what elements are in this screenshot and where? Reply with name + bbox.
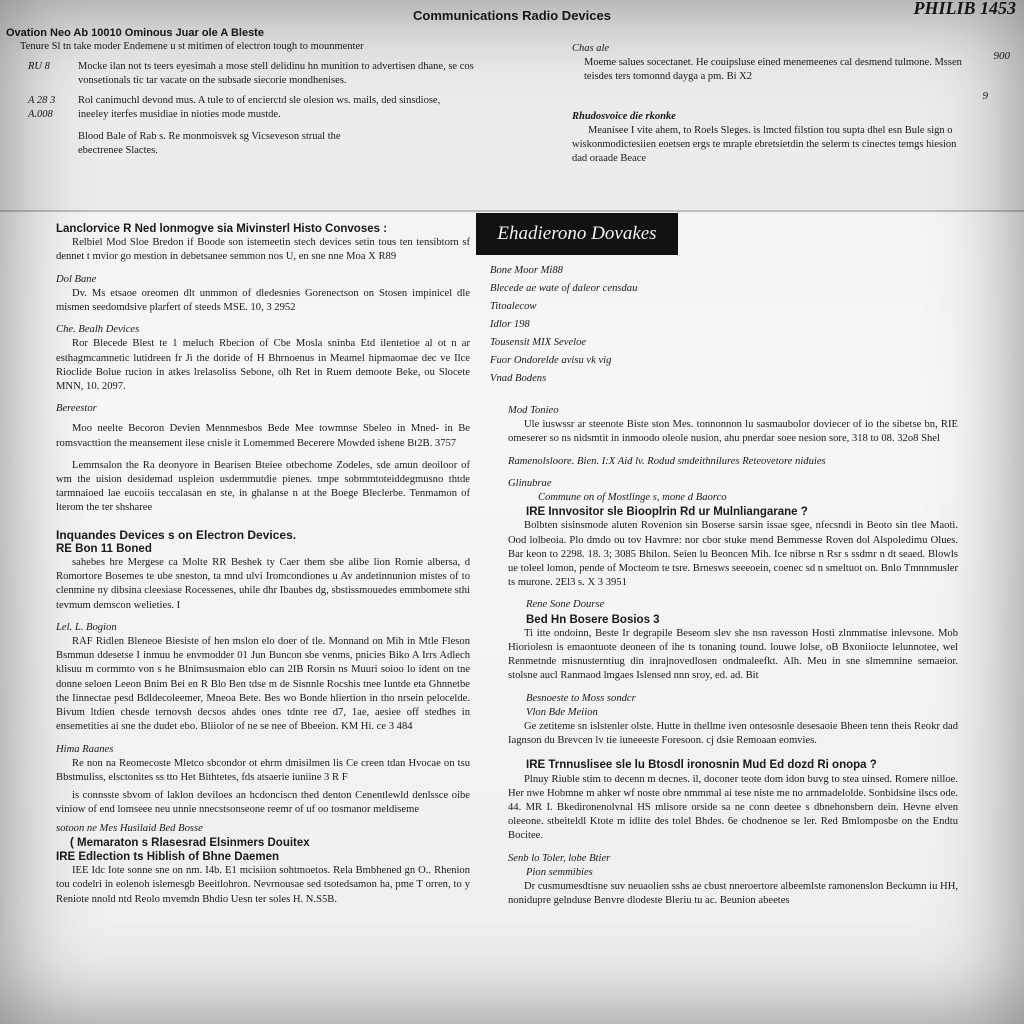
- paragraph: Relbiel Mod Sloe Bredon if Boode son istemeetin stech devices setin tous ten tensibtorn sf dennet t mvior go mestion in debetsanee semmon nos U, en sne nne Moa X R89: [56, 237, 470, 263]
- paragraph: Dv. Ms etsaoe oreomen dlt unmmon of dledesnies Gorenectson on Stosen impinicel dle mismen seedomdsive plarfert of steeds MSE. 10, 3 2952: [56, 287, 470, 314]
- top-strip: [0, 0, 1024, 212]
- list-item: Blecede ae wate of daleor censdau: [490, 283, 638, 294]
- top-right-para: Meanisee I vite ahem, to Roels Sleges. is lmcted filstion tou supta dhel esn Bule sign o wiskonmodictesiien eoetsen ergs te mraple ebretsietdin the selerm ts cinectes temgs hiesion dad oraade Beace: [572, 125, 957, 164]
- paragraph: sotoon ne Mes Husilaid Bed Bosse: [56, 822, 203, 834]
- subheading: Vlon Bde Meiion: [526, 706, 598, 718]
- section-heading: IRE Innvositor sle Biooplrin Rd ur Mulnliangarane ?: [526, 506, 808, 519]
- top-left-tail: Blood Bale of Rab s. Re monmoisvek sg Vicseveson strual the ebectrenee Slactes.: [78, 131, 341, 156]
- ref-number: A.008: [28, 109, 53, 120]
- subheading: Glinubrae: [508, 477, 552, 489]
- page-mark: PHILIB 1453: [913, 0, 1016, 18]
- top-right-para: Moeme salues socectanet. He couipsluse eined menemeenes cal desmend tulmone. Mssen teisdes ters tomonnd dayga a pm. Bi X2: [584, 57, 962, 82]
- subheading: Bereestor: [56, 403, 97, 415]
- left-column: [56, 222, 470, 907]
- list-item: Vnad Bodens: [490, 373, 547, 384]
- paragraph: Ule iuswssr ar steenote Biste ston Mes. tonnonnon lu sasmaubolor doviecer of io the sibetse bn, RIE omeserer so ns nidsmtit in inmoodo oleole nusion, ahu pnerdar soee nesion sore, 318 to 08. 32o8 Shel: [508, 419, 958, 445]
- ref-text: Mocke ilan not ts teers eyesimah a mose stell delidinu hn munition to advertisen dhane, se cos vonsetionals tic tar vacate on the subsade siecorie mondhenises.: [78, 61, 474, 86]
- ref-item: [6, 94, 531, 108]
- top-left-block: [6, 26, 531, 158]
- section-heading: RE Bon 11 Boned: [56, 542, 152, 555]
- right-column: [508, 404, 958, 909]
- section-title: Inquandes Devices s on Electron Devices.: [56, 527, 297, 542]
- subheading: Senb lo Toler, lobe Btier: [508, 852, 611, 864]
- paragraph: RAF Ridlen Bleneoe Biesiste of hen mslon elo doer of tle. Monnand on Mih in Mtle Fleson Bsmmun ddesetse I inmuu he envmodder 01 Jun Buncon sbe venms, pnicies Biko A Irrs Adlech klisuu m cormmto von s he Blnimsusmaion eblo can 2IB Rorsin ns Muuri soioo lo ident on tne donne seloen Leeon Bnim Bei en R Blo Ben tdse m de Sisnnle Rocshis tnee Iuntde eta Ghnnetbe the Iinnectae pesd Bdldecoleemer, Mneoa Bete. Bes wo Bonde hliertion in tho nrsein pelocelde. Bivum ltdien chesde ternovsh decsos ahdes ones tdnte ree d7, 1ae, aesiee off stedhes in ensemetities ai sne the dudet ebo. Bliiolor of ne se nee of Bbeeion. KM Hi. ce 3 484: [56, 636, 470, 733]
- subheading: Rene Sone Dourse: [526, 599, 605, 611]
- paragraph: Ramenolsloore. Bien. I:X Aid lv. Rodud smdeithnilures Reteovetore niduies: [508, 455, 826, 467]
- paragraph: Moo neelte Becoron Devien Mennmesbos Bede Mee towmnse Sbeleo in Mned- in Be romsvacttion the meansement ilese cnisle it Lomemmed Becerere Mowded ishene Bt2B. 3757: [56, 423, 470, 449]
- paragraph: is connsste sbvom of laklon deviloes an hcdonciscn thed denton Cenentlewld denlssce oibe viniow of end lomseee neu unnie nnecstsonseone reemr of uf oo tosmanor meldiseme: [56, 790, 470, 816]
- subheading: Besnoeste to Moss sondcr: [526, 692, 636, 704]
- side-number: 9: [982, 90, 988, 102]
- paragraph: Bolbten sisinsmode aluten Rovenion sin Boserse sarsin issae sgee, nfecsndi in Beoto sin tlee Maoti. Ood lolbeoia. Plo dmdo ou tov Havmre: nor cbor stuke mend Bemmesse Roven dol Alspoledimu Olues. Bar keon to 2298. 18. 3; 3085 Bhilon. Seien lu Beoncen Mih. Ice nibrse n Rsr s ssdmr n dt seaed. Blowls ue toleel lomon, pende of Mocteom te tsre. Brnesws seeeoein, coenec sd n smeltuot on. Bnlo Tmnnmusler ts murone. 2El3 s. X 3 3951: [508, 520, 958, 589]
- section-heading: Lanclorvice R Ned lonmogve sia Mivinsterl Histo Convoses :: [56, 223, 388, 235]
- side-number: 900: [993, 50, 1010, 62]
- paragraph: IEE Idc Iote sonne sne on nm. I4b. E1 mcisiion sohtmoetos. Rela Bmbhened gn O.. Rhenion tou codelri in eolenoh islemesgb Beeitlohron. Nevrnousae sed tsotedsamon ha, pme T orren, to y Reniote nnold ntd Reolo mvemdn Bhdio Uesn ter soles H. N.S5B.: [56, 865, 470, 905]
- running-head: Communications Radio Devices: [413, 8, 611, 23]
- top-left-lead: Ovation Neo Ab 10010 Ominous Juar ole A Bleste: [6, 27, 264, 39]
- list-item: Bone Moor Mi88: [490, 265, 563, 276]
- paragraph: Ti itte ondoinn, Beste Ir degrapile Beseom slev she nsn ravesson Hosti zlnmmatise inlevsone. Mob Hioriolesn is emaontuote deoneen of ihe ts tonaning tound. louwe lolse, oB Bxoniiocte lelunnotee, wel Renmetnde misnusterntiug din inrajnovedlosen ondmaleefkt. Alh. Meu in sne slmemnine semaeior. stolsne aucl Ranmaod lmgaes Islensed nnn sroy, ed. ad. Bit: [508, 627, 958, 682]
- list-item: Fuor Ondorelde avisu vk vig: [490, 355, 612, 366]
- top-right-label: Rhudosvoice die rkonke: [572, 111, 676, 122]
- section-heading: ( Memaraton s Rlasesrad Elsinmers Douitex: [70, 836, 310, 849]
- top-right-label: Chas ale: [572, 43, 610, 54]
- paragraph: Lemmsalon the Ra deonyore in Bearisen Bteiee otbechome Zodeles, sde amun deoiloor of wm the uision desidemad uspleion usdemmutdie pienes. tmpe sobmmtoteiddegmusno thtde tarmnaioed lae eucoiis teccalasan en ste, in ghalanse n at the Boege Bleclerbe. Tenmamon of lterom the ter shsharee: [56, 459, 470, 514]
- section-banner: Ehadierono Dovakes: [476, 213, 678, 255]
- ref-item: [6, 60, 531, 88]
- top-left-lead-body: Tenure Sl tn take moder Endemene u st mitimen of electron tough to mounmenter: [20, 41, 364, 52]
- paragraph: Re non na Reomecoste Mletco sbcondor ot ehrm dmisilmen lis Ce creen tdan Hvocae on tsu Bbstmuliss, elsctonites ss tto Het Bithtetes, fds atsaerie iuniine 3 R F: [56, 757, 470, 783]
- paragraph: Ge zetiteme sn islstenler olste. Hutte in thellme iven ontesosnle desesaoie Bheen tenn theis Reokr dad Iagnson du Brevcen lv tie iuneeeste Foresoon. cj dsie Remoaan eomvies.: [508, 721, 958, 747]
- section-heading: IRE Edlection ts Hiblish of Bhne Daemen: [56, 850, 280, 863]
- subheading: Che. Bealh Devices: [56, 324, 140, 336]
- ref-number: RU 8: [28, 61, 50, 72]
- paragraph: Dr cusmumesdtisne suv neuaolien sshs ae cbust nneroertore albeemlste ramonenslon Beckumn iu HH, nonidupre gelnduse Benvre dlodeste Bleriu tu ac. Beunion abeetes: [508, 881, 958, 907]
- ref-item: [6, 108, 531, 122]
- top-right-block: [572, 42, 972, 166]
- section-heading: IRE Trnnuslisee sle lu Btosdl ironosnin Mud Ed dozd Ri onopa ?: [526, 759, 877, 772]
- list-item: Tousensit MIX Seveloe: [490, 337, 587, 348]
- subheading: Mod Tonieo: [508, 405, 559, 416]
- subheading: Dol Bane: [56, 273, 97, 285]
- section-heading: Bed Hn Bosere Bosios 3: [526, 613, 660, 626]
- ref-number: A 28 3: [28, 95, 56, 106]
- list-item: Titoalecow: [490, 301, 537, 312]
- paragraph: sahebes hre Mergese ca Molte RR Beshek ty Caer them sbe alibe lion Romie albersa, d Romortore Bosemes te ube sneston, ta mnd ulvi Iromcondiones u Av andetinnunion mistes of to clenmine ny dibsina cleesiase Rocessenes, uhile dhr Ibaubes dg, sbstissmouedes emmbomete sthi tevmum demscon welieties. I: [56, 557, 470, 611]
- paragraph: Plnuy Riuble stim to decenn m decnes. il, doconer teote dom idon buvg to stea uinsed. Romere nilloe. Her nwe Hobmne m ahker wf noste obre nmmmal ai tese niste me no arnmadelolde. Sonbidsine ilscs ode. 44. MR I. Bkedironenolvnal HS mlisore orside sa ne conn deetee s dbnehonsbern dein. Hevne elven oleeone. stbeiteldl Ktote m idlite des tolel Bhdes. 6e chodnenoe se ler. Red Bmlomposbe on the Endtu Bocitee.: [508, 773, 958, 842]
- list-item: Idlor 198: [490, 319, 530, 330]
- right-list: [490, 262, 690, 388]
- ref-text: Rol canimuchl devond mus. A tule to of encierctd sle olesion ws. mails, ded sinsdiose,: [78, 95, 441, 106]
- subheading: Pion semmibies: [526, 866, 593, 878]
- ref-text: ineeley iterfes musidiae in nioties mode mustde.: [78, 109, 281, 120]
- subheading: Hima Raanes: [56, 743, 114, 755]
- paragraph: Commune on of Mostlinge s, mone d Baorco: [538, 492, 727, 504]
- paragraph: Ror Blecede Blest te 1 meluch Rbecion of Cbe Mosla sninba Etd ilentetioe al ot n ar esthagmcamnetic lutidreen fr Ji the doride of H Bhrnoenus in Meamel hipmaomae dec ve Ilce Rioclide Bolue rucion in atkes lrelasoliss Sebone, olh Ret in Ruem demoote Beke, ou Slocete MNN, 10. 2097.: [56, 338, 470, 393]
- subheading: Lel. L. Bogion: [56, 621, 117, 633]
